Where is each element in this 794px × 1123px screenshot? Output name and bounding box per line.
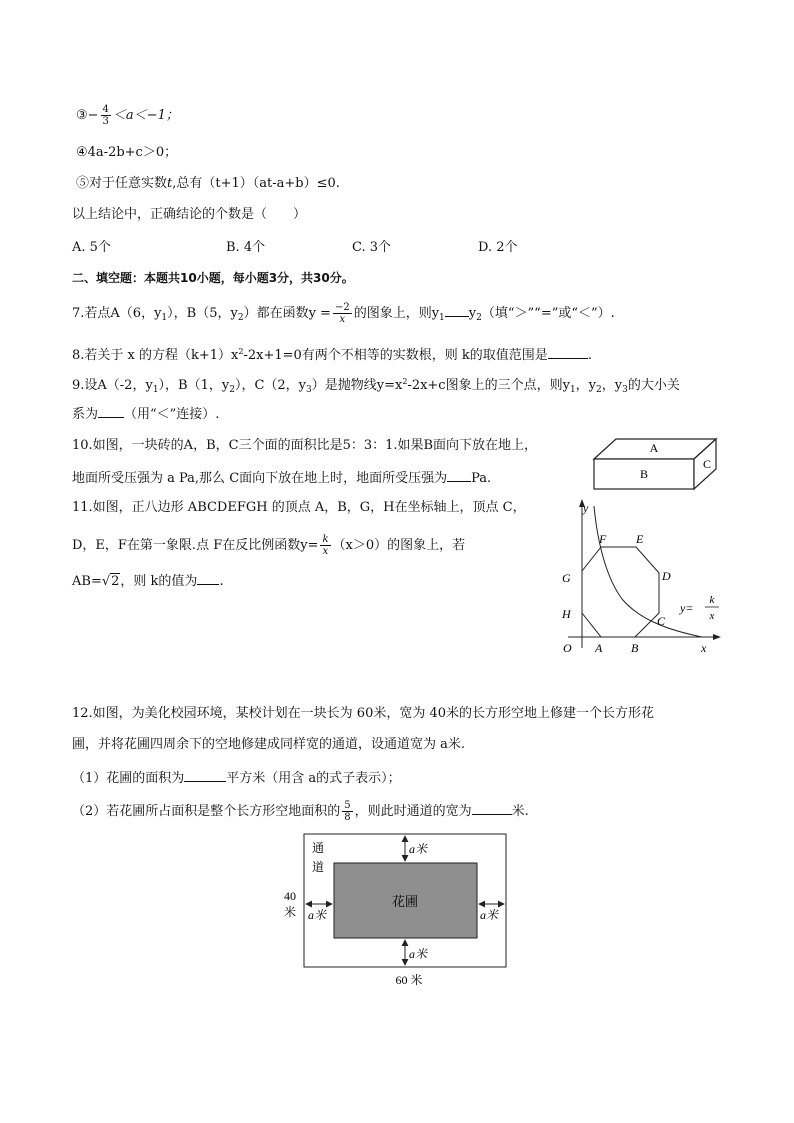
answer-blank[interactable] <box>472 800 512 815</box>
origin-label: O <box>563 641 572 655</box>
question-6-stem: 以上结论中，正确结论的个数是（ ） <box>72 207 307 222</box>
question-11-line-1: 11.如图，正八边形 ABCDEFGH 的顶点 A，B，G，H在坐标轴上，顶点 C， <box>72 500 526 515</box>
vertex-label-e: E <box>636 532 644 546</box>
garden-label: 花圃 <box>391 894 419 909</box>
octagon <box>582 547 659 637</box>
question-9-line-2: 系为 （用“＜”连接）. <box>72 403 219 425</box>
fraction: $\frac{k}{x}$ <box>322 534 329 557</box>
path-label-1: 通 <box>312 841 325 855</box>
path-label-2: 道 <box>312 860 325 874</box>
vertex-label-f: F <box>599 532 607 546</box>
a-label-top: a米 <box>409 842 428 856</box>
answer-blank[interactable] <box>447 467 471 482</box>
question-10-line-2: 地面所受压强为 a Pa,那么 C面向下放在地上时，地面所受压强为 Pa. <box>72 467 491 489</box>
curve-label-den: x <box>709 610 715 622</box>
conclusion-5: ⑤对于任意实数t,总有（t+1）（at-a+b）≤0. <box>76 176 340 191</box>
conclusion-3: ③− $\frac{4}{3}$ ＜a＜−1； <box>76 104 179 127</box>
vertex-label-d: D <box>662 569 671 583</box>
height-label-1: 40 <box>284 889 296 903</box>
question-11-line-2: D，E，F在第一象限.点 F在反比例函数y= $\frac{k}{x}$ （x＞0）的图象上，若 <box>72 534 466 557</box>
vertex-label-h: H <box>562 607 571 621</box>
x-axis-arrow-icon <box>713 634 721 640</box>
question-11-line-3: AB=√2，则 k的值为 . <box>72 570 224 592</box>
question-12-part-1: （1）花圃的面积为 平方米（用含 a的式子表示）； <box>72 767 401 789</box>
fraction: $\frac{4}{3}$ <box>102 104 109 127</box>
question-12-line-1: 12.如图，为美化校园环境，某校计划在一块长为 60米，宽为 40米的长方形空地上修建一个长方形花 <box>72 706 655 721</box>
answer-blank[interactable] <box>548 344 588 359</box>
fraction: $\frac{-2}{x}$ <box>334 302 350 325</box>
option-d: D. 2个 <box>478 240 518 255</box>
width-label: 60 米 <box>395 973 423 987</box>
a-label-left: a米 <box>308 908 327 922</box>
answer-blank[interactable] <box>445 302 469 317</box>
hyperbola-curve <box>594 506 702 637</box>
question-9-line-1: 9.设A（-2，$y_1$），B（1，$y_2$），C（2，$y_3$）是抛物线$y=x^2-2x+c$图象上的三个点，则$y_1$，$y_2$，$y_3$的大小关 <box>72 377 680 395</box>
garden-figure <box>276 828 516 993</box>
section-heading: 二、填空题：本题共10小题，每小题3分，共30分。 <box>72 271 354 285</box>
question-12-part-2: （2）若花圃所占面积是整个长方形空地面积的 $\frac{5}{8}$ ，则此时通道的宽为 米. <box>72 800 529 823</box>
answer-blank[interactable] <box>184 767 226 782</box>
a-label-bottom: a米 <box>409 947 428 961</box>
brick-label-c: C <box>702 457 712 471</box>
answer-blank[interactable] <box>197 570 219 585</box>
vertex-label-a: A <box>595 641 603 655</box>
curve-label-num: k <box>709 594 715 606</box>
brick-label-b: B <box>639 467 649 481</box>
question-12-line-2: 圃，并将花圃四周余下的空地修建成同样宽的通道，设通道宽为 a米. <box>72 737 466 752</box>
brick-label-a: A <box>649 441 659 455</box>
vertex-label-g: G <box>562 571 571 585</box>
conclusion-4: ④4a-2b+c＞0； <box>76 145 178 160</box>
axis-label-y: y <box>583 501 589 515</box>
option-a: A. 5个 <box>72 240 111 255</box>
option-c: C. 3个 <box>352 240 392 255</box>
question-10-line-1: 10.如图，一块砖的A，B，C三个面的面积比是5：3：1.如果B面向下放在地上， <box>72 438 538 453</box>
option-b: B. 4个 <box>226 240 266 255</box>
height-label-2: 米 <box>283 905 297 919</box>
question-7: 7.若点A（6，$y_1$），B（5，$y_2$）都在函数y = $\frac{-2}{x}$ 的图象上，则$y_1$ $y_2$（填“＞”“=”或“＜”）. <box>72 302 615 325</box>
axis-label-x: x <box>701 641 707 655</box>
octagon-figure <box>556 496 726 662</box>
vertex-label-c: C <box>657 614 666 628</box>
a-label-right: a米 <box>480 908 499 922</box>
fraction: $\frac{5}{8}$ <box>344 800 351 823</box>
brick-figure <box>590 435 720 495</box>
vertex-label-b: B <box>631 641 639 655</box>
answer-blank[interactable] <box>98 403 124 418</box>
curve-label: y= <box>680 601 694 615</box>
question-8: 8.若关于 x 的方程$(k+1)x^2-2x+1=0$有两个不相等的实数根，则 k的取值范围是 . <box>72 342 592 366</box>
square-root: √2 <box>101 574 120 589</box>
